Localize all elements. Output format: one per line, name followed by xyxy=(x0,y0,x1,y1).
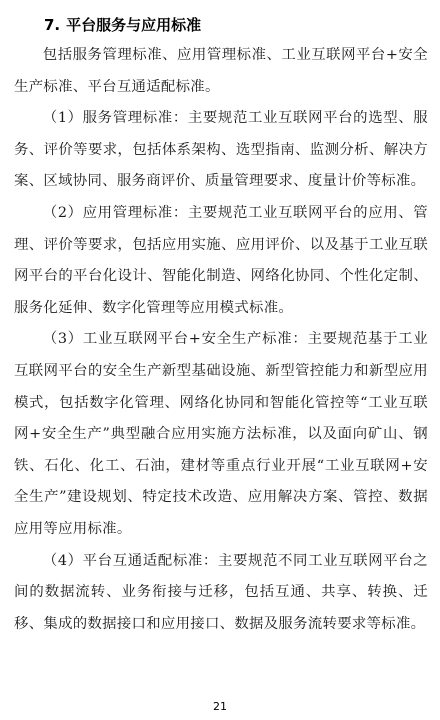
intro-paragraph: 包括服务管理标准、应用管理标准、工业互联网平台+安全生产标准、平台互通适配标准。 xyxy=(14,47,428,95)
document-page xyxy=(14,10,428,640)
application-management-paragraph: （2）应用管理标准：主要规范工业互联网平台的应用、管理、评价等要求，包括应用实施、应用评价、以及基于工业互联网平台的平台化设计、智能化制造、网络化协同、个性化定制、服务化延伸、数字化管理等应用模式标准。 xyxy=(14,204,428,316)
section-title: 平台服务与应用标准 xyxy=(66,16,202,34)
interoperability-paragraph: （4）平台互通适配标准：主要规范不同工业互联网平台之间的数据流转、业务衔接与迁移，包括互通、共享、转换、迁移、集成的数据接口和应用接口、数据及服务流转要求等标准。 xyxy=(14,552,428,632)
section-heading xyxy=(44,10,428,40)
page-number: 21 xyxy=(213,700,227,713)
service-management-paragraph: （1）服务管理标准：主要规范工业互联网平台的选型、服务、评价等要求，包括体系架构、选型指南、监测分析、解决方案、区域协同、服务商评价、质量管理要求、度量计价等标准。 xyxy=(14,110,428,190)
section-number: 7. xyxy=(44,16,61,34)
safety-production-paragraph: （3）工业互联网平台+安全生产标准：主要规范基于工业互联网平台的安全生产新型基础设施、新型管控能力和新型应用模式，包括数字化管理、网络化协同和智能化管控等“工业互联网+安全生产”典型融合应用实施方法标准，以及面向矿山、钢铁、石化、化工、石油，建材等重点行业开展“工业互联网+安全生产”建设规划、特定技术改造、应用解决方案、管控、数据应用等应用标准。 xyxy=(14,331,428,537)
